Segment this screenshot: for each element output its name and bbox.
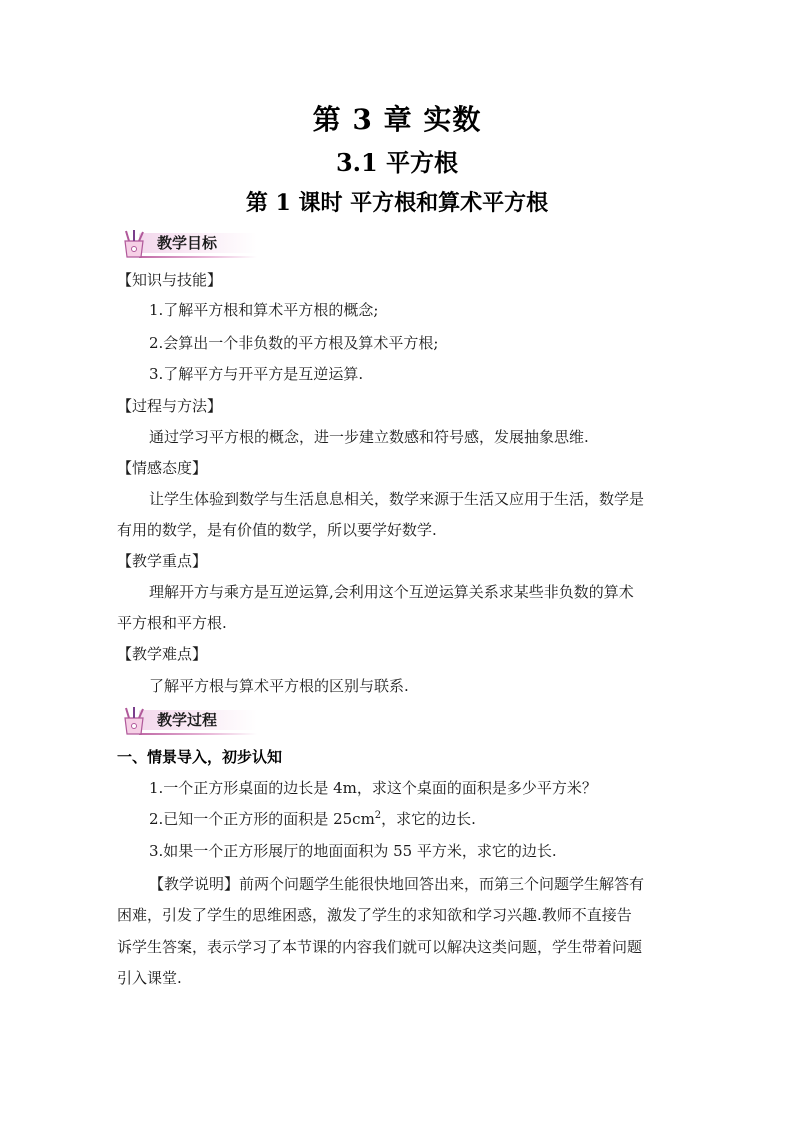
pencil-cup-icon [117, 706, 151, 736]
teaching-note-line-3: 诉学生答案，表示学习了本节课的内容我们就可以解决这类问题，学生带着问题 [117, 938, 643, 956]
section-title: 3.1 平方根 [335, 148, 459, 177]
question-1: 1.一个正方形桌面的边长是 4m，求这个桌面的面积是多少平方米？ [149, 779, 597, 797]
key-point-line-2: 平方根和平方根. [117, 614, 227, 632]
pencil-cup-icon [117, 229, 151, 259]
chapter-title: 第 3 章 实数 [312, 103, 482, 136]
key-point-heading: 【教学重点】 [117, 552, 208, 570]
banner-underline [139, 256, 257, 258]
process-method-heading: 【过程与方法】 [117, 397, 223, 415]
teaching-note-line-2: 困难，引发了学生的思维困惑，激发了学生的求知欲和学习兴趣.教师不直接告 [117, 906, 632, 924]
question-3: 3.如果一个正方形展厅的地面面积为 55 平方米，求它的边长. [149, 842, 557, 860]
teaching-note-line-4: 引入课堂. [117, 969, 182, 987]
question-2-text: 2.已知一个正方形的面积是 25cm [149, 810, 375, 828]
process-method-text: 通过学习平方根的概念，进一步建立数感和符号感，发展抽象思维. [149, 428, 589, 446]
knowledge-heading: 【知识与技能】 [117, 271, 223, 289]
question-2 [149, 809, 476, 829]
difficulty-heading: 【教学难点】 [117, 645, 208, 663]
attitude-heading: 【情感态度】 [117, 459, 208, 477]
knowledge-item-3: 3.了解平方与开平方是互逆运算. [149, 365, 364, 383]
difficulty-text: 了解平方根与算术平方根的区别与联系. [149, 677, 409, 695]
knowledge-item-1: 1.了解平方根和算术平方根的概念; [149, 301, 379, 319]
goals-banner [117, 229, 257, 259]
knowledge-item-2: 2.会算出一个非负数的平方根及算术平方根; [149, 334, 439, 352]
superscript: 2 [374, 810, 382, 821]
attitude-text-line-2: 有用的数学，是有价值的数学，所以要学好数学. [117, 521, 437, 539]
attitude-text-line-1: 让学生体验到数学与生活息息相关，数学来源于生活又应用于生活，数学是 [149, 490, 645, 508]
banner-label: 教学目标 [157, 234, 218, 252]
key-point-line-1: 理解开方与乘方是互逆运算,会利用这个互逆运算关系求某些非负数的算术 [149, 583, 634, 601]
section-heading-1: 一、情景导入，初步认知 [117, 748, 283, 766]
question-2-tail: ，求它的边长. [381, 810, 476, 828]
process-banner [117, 706, 257, 736]
banner-label: 教学过程 [157, 711, 218, 729]
banner-underline [139, 733, 257, 735]
teaching-note-line-1: 【教学说明】前两个问题学生能很快地回答出来，而第三个问题学生解答有 [149, 875, 645, 893]
lesson-title: 第 1 课时 平方根和算术平方根 [245, 190, 549, 216]
